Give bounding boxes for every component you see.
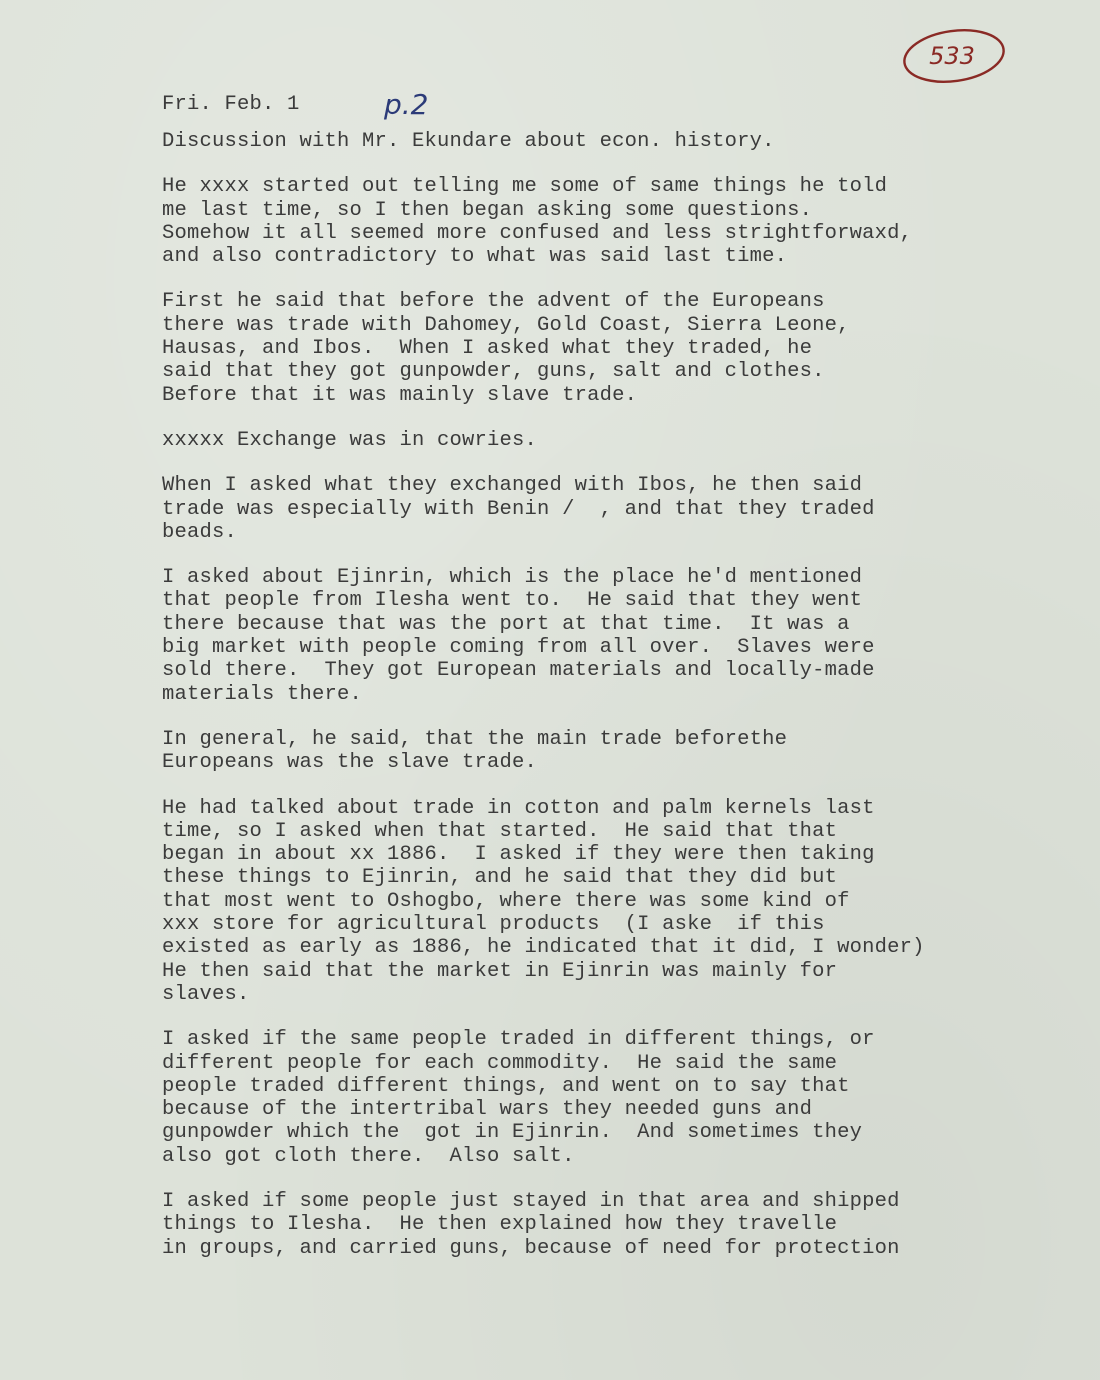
header-row [162,86,300,122]
text-line: sold there. They got European materials and locally-made [162,659,875,683]
text-line: Before that it was mainly slave trade. [162,383,638,407]
text-line: things to Ilesha. He then explained how they travelle [162,1213,838,1237]
text-line: existed as early as 1886, he indicated that it did, I wonder) [162,936,925,960]
text-line: I asked if some people just stayed in that area and shipped [162,1189,900,1213]
stamp-number: 533 [929,42,975,70]
paragraph [162,429,1022,452]
text-line: I asked about Ejinrin, which is the place he'd mentioned [162,566,863,590]
handwritten-page-mark [380,82,444,122]
text-line: said that they got gunpowder, guns, salt and clothes. [162,360,825,384]
text-line: also got cloth there. Also salt. [162,1144,575,1168]
paragraph [162,728,1022,775]
text-line: He then said that the market in Ejinrin was mainly for [162,959,838,983]
circled-number-mark [900,26,1008,86]
text-line: trade was especially with Benin / , and that they traded [162,497,875,521]
text-line: these things to Ejinrin, and he said that they did but [162,866,838,890]
handwritten-page-number [380,82,444,122]
handwritten-page-text: p.2 [384,88,429,121]
paragraph [162,175,1022,268]
text-line: in groups, and carried guns, because of need for protection [162,1236,900,1260]
text-line: First he said that before the advent of the Europeans [162,290,825,314]
text-line: time, so I asked when that started. He said that that [162,819,838,843]
text-line: beads. [162,520,238,544]
paragraph [162,566,1022,706]
page-number-stamp [900,26,1008,86]
text-line: and also contradictory to what was said last time. [162,245,788,269]
text-line: xxxxx Exchange was in cowries. [162,428,538,452]
text-line: there was trade with Dahomey, Gold Coast, Sierra Leone, [162,313,850,337]
text-line: In general, he said, that the main trade beforethe [162,727,788,751]
text-line: When I asked what they exchanged with Ibos, he then said [162,474,863,498]
text-line: Europeans was the slave trade. [162,751,538,775]
text-line: big market with people coming from all over. Slaves were [162,636,875,660]
text-line: that most went to Oshogbo, where there was some kind of [162,889,850,913]
paragraph [162,474,1022,544]
paragraph [162,1190,1022,1260]
paragraph [162,290,1022,406]
text-line: began in about xx 1886. I asked if they were then taking [162,843,875,867]
text-line: slaves. [162,982,250,1006]
text-line: gunpowder which the got in Ejinrin. And sometimes they [162,1121,863,1145]
body-text [162,130,1022,1282]
text-line: me last time, so I then began asking some questions. [162,198,813,222]
text-line: I asked if the same people traded in different things, or [162,1028,875,1052]
paragraph [162,1028,1022,1168]
text-line: Hausas, and Ibos. When I asked what they traded, he [162,337,813,361]
text-line: He xxxx started out telling me some of same things he told [162,175,888,199]
text-line: xxx store for agricultural products (I aske if this [162,913,825,937]
text-line: there because that was the port at that time. It was a [162,612,850,636]
text-line: He had talked about trade in cotton and palm kernels last [162,796,875,820]
text-line: different people for each commodity. He said the same [162,1051,838,1075]
header-date: Fri. Feb. 1 [162,92,300,116]
text-line: Somehow it all seemed more confused and less strightforwaxd, [162,221,913,245]
paragraph [162,797,1022,1007]
document-title: Discussion with Mr. Ekundare about econ. history. [162,130,775,153]
text-line: materials there. [162,682,363,706]
text-line: that people from Ilesha went to. He said that they went [162,589,863,613]
text-line: people traded different things, and went on to say that [162,1074,850,1098]
text-line: because of the intertribal wars they needed guns and [162,1098,813,1122]
